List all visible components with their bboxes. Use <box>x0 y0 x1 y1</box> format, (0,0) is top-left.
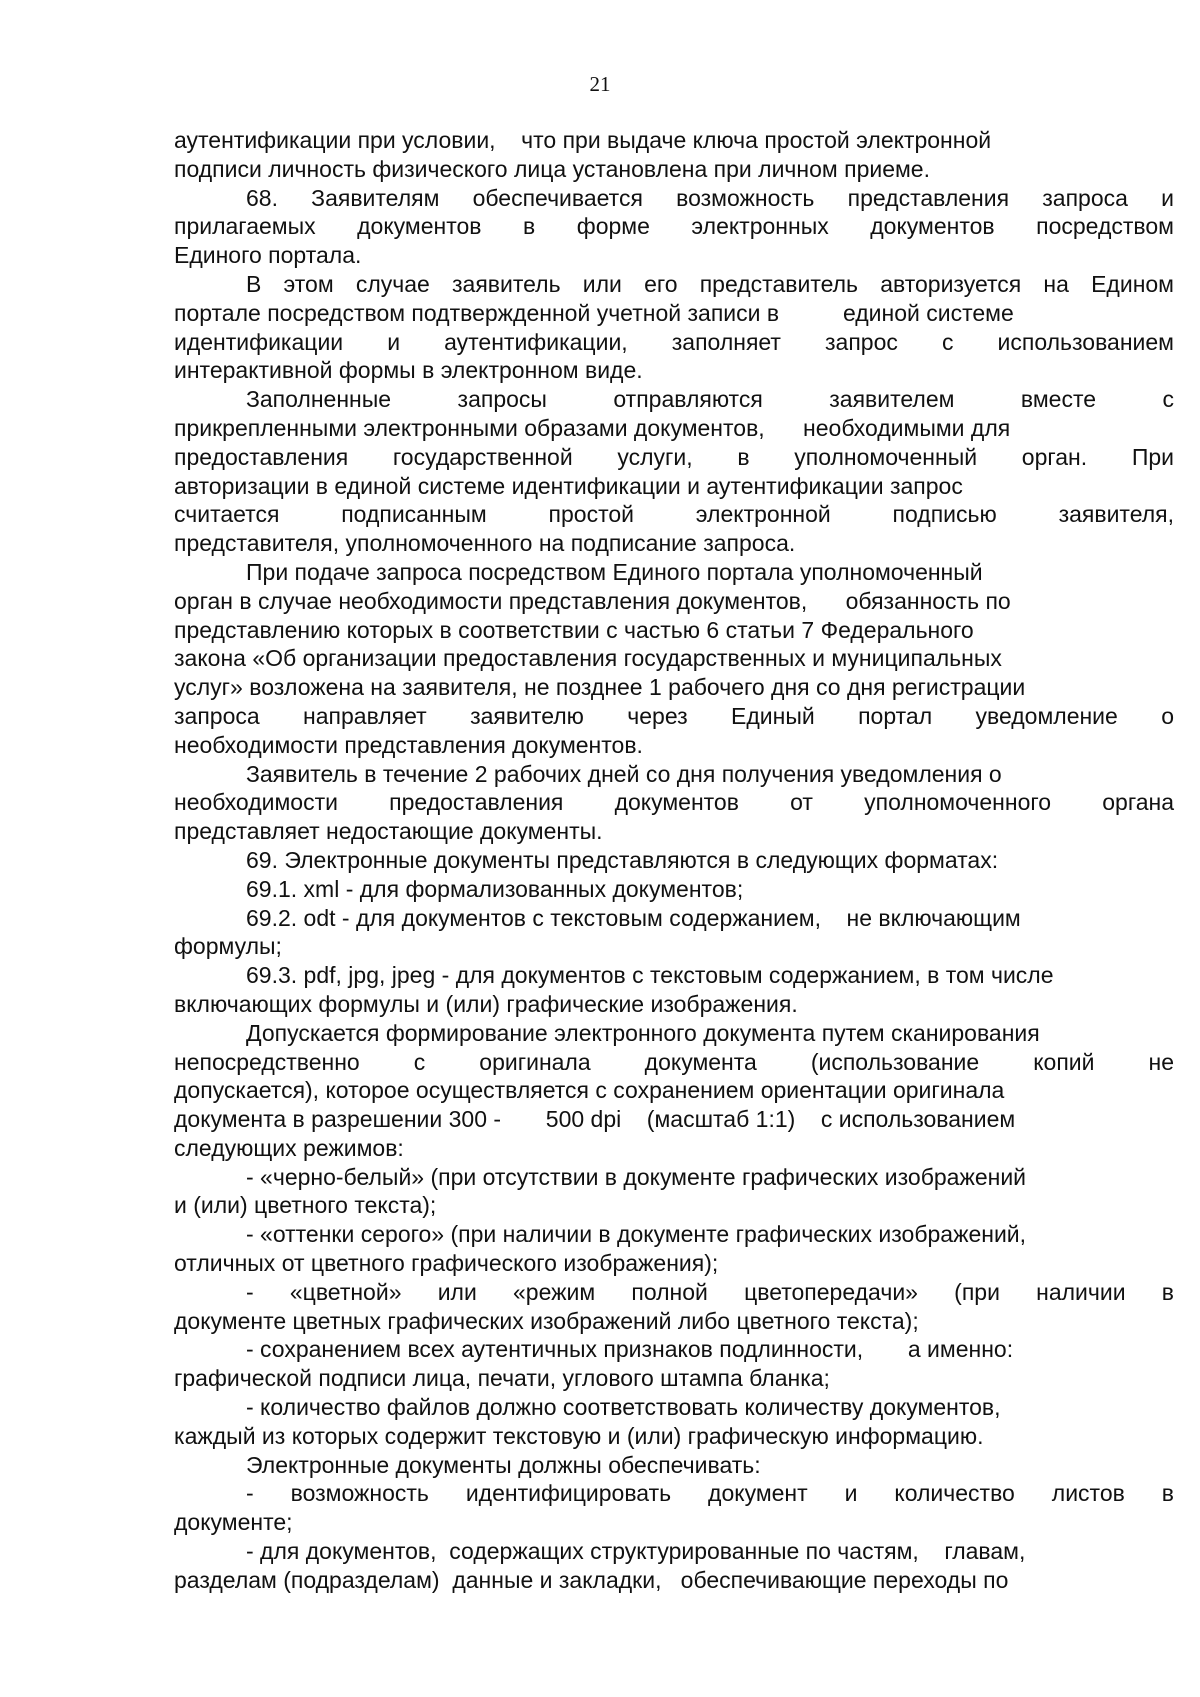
text-line: орган в случае необходимости представления документов, обязанность по <box>174 587 1011 614</box>
text-line: подписи личность физического лица установлена при личном приеме. <box>174 155 930 182</box>
text-line: - возможность идентифицировать документ и количество листов в <box>246 1480 1174 1507</box>
text-line: идентификации и аутентификации, заполняет запрос с использованием <box>174 328 1174 355</box>
text-line: - количество файлов должно соответствовать количеству документов, <box>246 1394 1001 1421</box>
text-line: разделам (подразделам) данные и закладки, обеспечивающие переходы по <box>174 1566 1009 1593</box>
text-line: формулы; <box>174 933 282 960</box>
text-line: прилагаемых документов в форме электронных документов посредством <box>174 213 1174 240</box>
text-line: представляет недостающие документы. <box>174 818 603 845</box>
text-line: отличных от цветного графического изображения); <box>174 1250 719 1277</box>
text-line: Допускается формирование электронного документа путем сканирования <box>246 1019 1040 1046</box>
text-line: интерактивной формы в электронном виде. <box>174 357 643 384</box>
text-line: непосредственно с оригинала документа (использование копий не <box>174 1048 1174 1075</box>
text-line: аутентификации при условии, что при выдаче ключа простой электронной <box>174 127 992 153</box>
text-line: - сохранением всех аутентичных признаков подлинности, а именно: <box>246 1336 1014 1363</box>
text-line: Заявитель в течение 2 рабочих дней со дня получения уведомления о <box>246 760 1002 787</box>
text-line: допускается), которое осуществляется с сохранением ориентации оригинала <box>174 1077 1005 1104</box>
text-line: представителя, уполномоченного на подписание запроса. <box>174 530 796 557</box>
text-line: документе; <box>174 1509 293 1536</box>
text-line: необходимости представления документов. <box>174 731 643 758</box>
document-body <box>174 126 1174 1595</box>
text-line: При подаче запроса посредством Единого портала уполномоченный <box>246 558 983 585</box>
text-line: 69.2. odt - для документов с текстовым содержанием, не включающим <box>246 904 1021 931</box>
text-line: считается подписанным простой электронной подписью заявителя, <box>174 501 1174 528</box>
text-line: прикрепленными электронными образами документов, необходимыми для <box>174 414 1011 441</box>
text-line: Электронные документы должны обеспечивать: <box>246 1451 761 1478</box>
text-line: Заполненные запросы отправляются заявителем вместе с <box>246 386 1174 413</box>
text-line: 69. Электронные документы представляются в следующих форматах: <box>246 846 999 873</box>
text-line: Единого портала. <box>174 242 362 269</box>
text-line: графической подписи лица, печати, углового штампа бланка; <box>174 1365 830 1392</box>
text-line: документе цветных графических изображений либо цветного текста); <box>174 1307 919 1334</box>
text-line: документа в разрешении 300 - 500 dpi (масштаб 1:1) с использованием <box>174 1106 1016 1133</box>
text-line: закона «Об организации предоставления государственных и муниципальных <box>174 645 1002 672</box>
text-line: 69.3. pdf, jpg, jpeg - для документов с текстовым содержанием, в том числе <box>246 962 1054 989</box>
text-line: В этом случае заявитель или его представитель авторизуется на Едином <box>246 270 1174 297</box>
text-line: портале посредством подтвержденной учетной записи в единой системе <box>174 299 1014 326</box>
text-line: - «цветной» или «режим полной цветопередачи» (при наличии в <box>246 1278 1174 1305</box>
text-line: включающих формулы и (или) графические изображения. <box>174 990 798 1017</box>
text-line: необходимости предоставления документов от уполномоченного органа <box>174 789 1174 816</box>
text-line: каждый из которых содержит текстовую и (или) графическую информацию. <box>174 1422 984 1449</box>
text-line: 68. Заявителям обеспечивается возможность представления запроса и <box>246 184 1174 211</box>
text-line: и (или) цветного текста); <box>174 1192 437 1219</box>
text-line: следующих режимов: <box>174 1134 404 1161</box>
page-number: 21 <box>589 72 611 96</box>
text-line: предоставления государственной услуги, в уполномоченный орган. При <box>174 443 1174 470</box>
text-line: 69.1. xml - для формализованных документов; <box>246 875 744 902</box>
text-line: представлению которых в соответствии с частью 6 статьи 7 Федерального <box>174 616 974 643</box>
text-line: - «оттенки серого» (при наличии в документе графических изображений, <box>246 1221 1027 1248</box>
text-line: запроса направляет заявителю через Единый портал уведомление о <box>174 702 1174 729</box>
text-line: услуг» возложена на заявителя, не позднее 1 рабочего дня со дня регистрации <box>174 674 1026 701</box>
text-line: авторизации в единой системе идентификации и аутентификации запрос <box>174 472 963 499</box>
text-line: - для документов, содержащих структурированные по частям, главам, <box>246 1538 1026 1565</box>
text-line: - «черно-белый» (при отсутствии в документе графических изображений <box>246 1163 1027 1190</box>
